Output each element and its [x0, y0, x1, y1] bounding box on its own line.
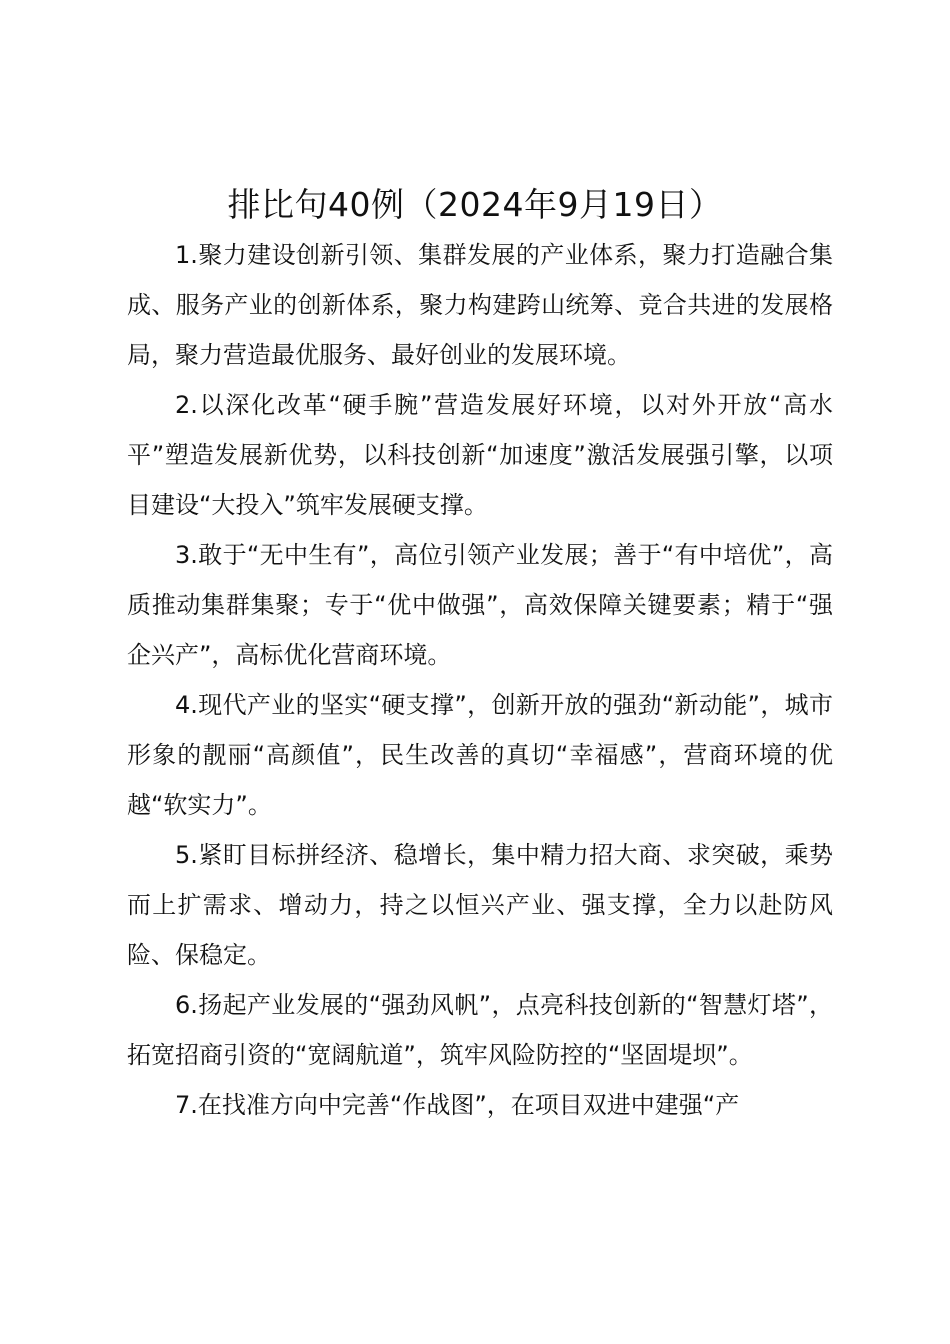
paragraph-1: 1.聚力建设创新引领、集群发展的产业体系，聚力打造融合集成、服务产业的创新体系，聚力构建跨山统筹、竞合共进的发展格局，聚力营造最优服务、最好创业的发展环境。	[127, 241, 833, 369]
paragraph-5: 5.紧盯目标拼经济、稳增长，集中精力招大商、求突破，乘势而上扩需求、增动力，持之以恒兴产业、强支撑，全力以赴防风险、保稳定。	[127, 841, 833, 969]
paragraph-6: 6.扬起产业发展的“强劲风帆”，点亮科技创新的“智慧灯塔”，拓宽招商引资的“宽阔航道”，筑牢风险防控的“坚固堤坝”。	[127, 991, 833, 1069]
document-title: 排比句40例（2024年9月19日）	[227, 185, 723, 224]
paragraph-4: 4.现代产业的坚实“硬支撑”，创新开放的强劲“新动能”，城市形象的靓丽“高颜值”，民生改善的真切“幸福感”，营商环境的优越“软实力”。	[127, 691, 833, 819]
paragraph-7: 7.在找准方向中完善“作战图”，在项目双进中建强“产	[175, 1091, 740, 1119]
paragraph-3: 3.敢于“无中生有”，高位引领产业发展；善于“有中培优”，高质推动集群集聚；专于“优中做强”，高效保障关键要素；精于“强企兴产”，高标优化营商环境。	[127, 541, 833, 669]
document-body	[127, 230, 833, 1130]
paragraph-2: 2.以深化改革“硬手腕”营造发展好环境，以对外开放“高水平”塑造发展新优势，以科技创新“加速度”激活发展强引擎，以项目建设“大投入”筑牢发展硬支撑。	[127, 391, 833, 519]
